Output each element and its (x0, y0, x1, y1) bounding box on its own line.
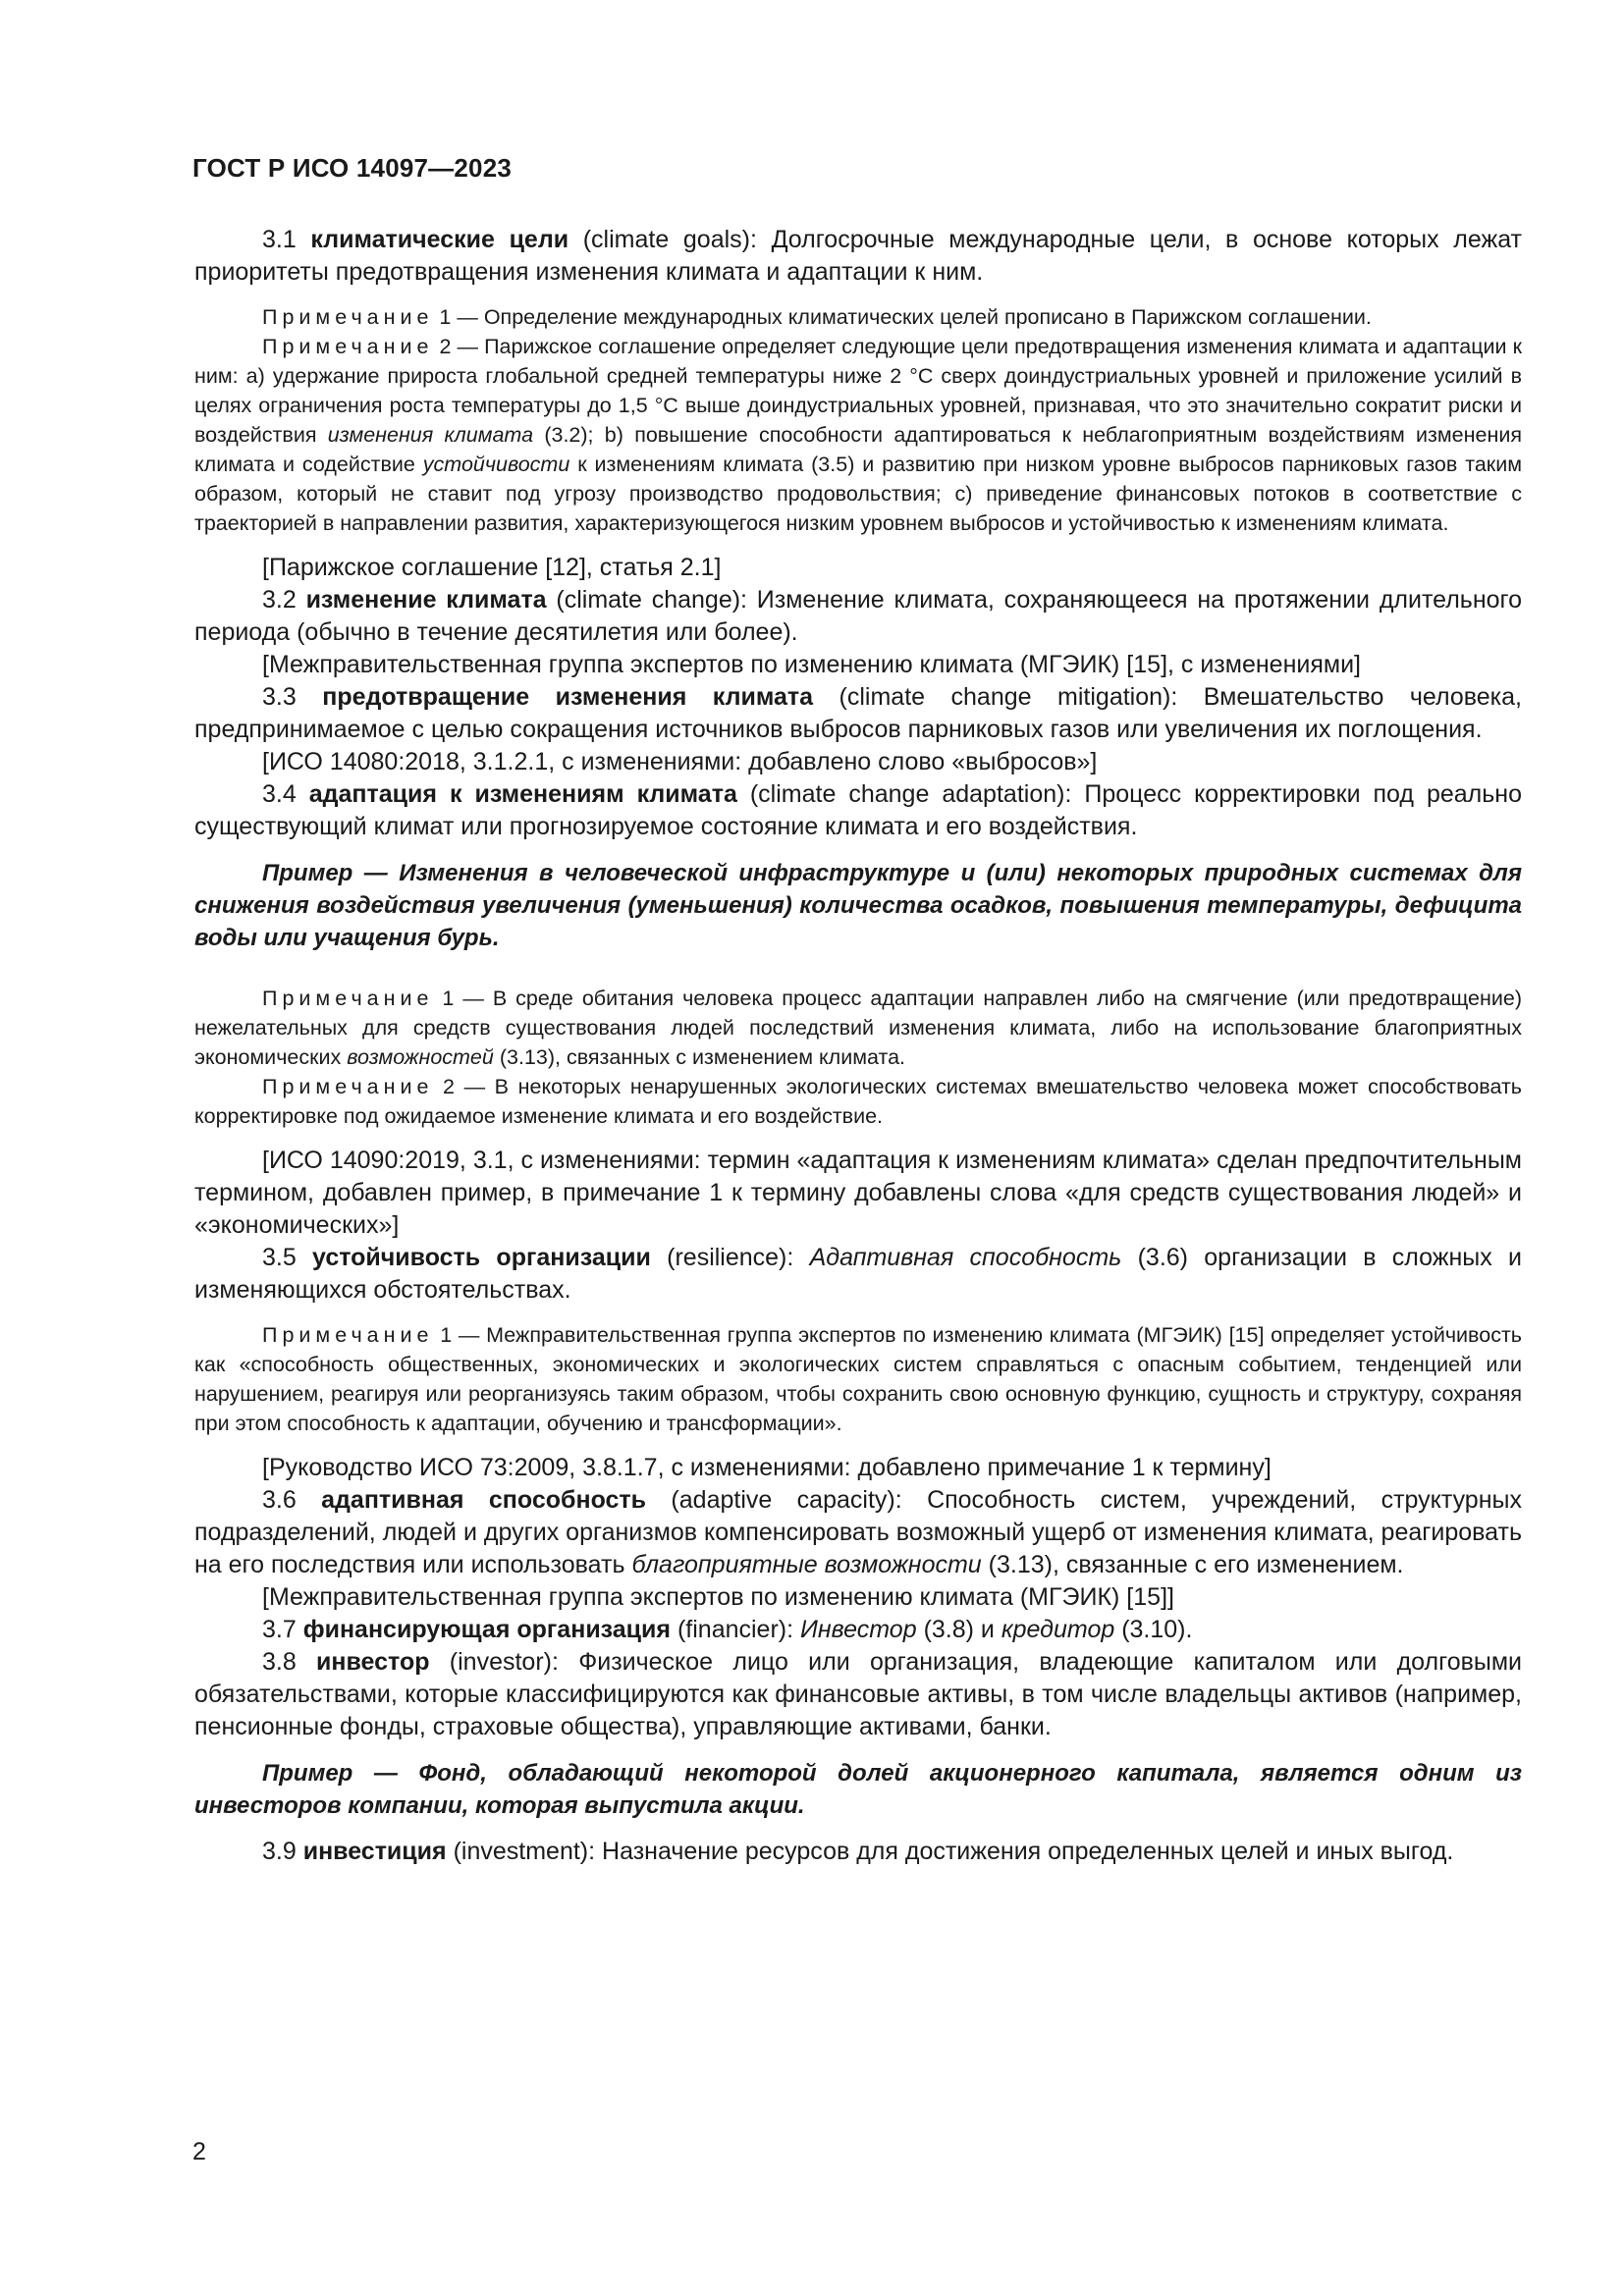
note-label: Примечание (262, 1075, 434, 1098)
term-number: 3.7 (262, 1616, 303, 1643)
note-3-5-1 (194, 1320, 1522, 1438)
page-number: 2 (192, 2138, 206, 2165)
term-english: (resilience): (650, 1244, 810, 1271)
source-3-6: [Межправительственная группа экспертов по изменению климата (МГЭИК) [15]] (262, 1583, 1174, 1611)
term-definition: Изменение климата, сохраняющееся на протяжении длительного периода (обычно в течение десятилетия или более). (194, 586, 1522, 646)
document-body (194, 224, 1522, 1868)
note-text: 1 — Межправительственная группа экспертов по изменению климата (МГЭИК) [15] определяет устойчивость как «способность общественных, экономических и экологических систем справляться с опасным событием, тенденцией или нарушением, реагируя или реорганизуясь таким образом, чтобы сохранить свою основную функцию, сущность и структуру, сохраняя при этом способность к адаптации, обучению и трансформации». (194, 1323, 1522, 1435)
example-3-8: Пример — Фонд, обладающий некоторой долей акционерного капитала, является одним из инвесторов компании, которая выпустила акции. (194, 1760, 1522, 1819)
note-label: Примечание (262, 305, 434, 329)
term-english: (financier): (671, 1616, 800, 1643)
term-3-9 (194, 1836, 1522, 1868)
term-name: адаптивная способность (321, 1486, 647, 1514)
term-definition: Долгосрочные международные цели, в основе которых лежат приоритеты предотвращения изменения климата и адаптации к ним. (194, 226, 1522, 286)
source-3-2: [Межправительственная группа экспертов по изменению климата (МГЭИК) [15], с изменениями] (262, 651, 1361, 678)
term-reference: Адаптивная способность (809, 1244, 1122, 1271)
note-label: Примечание (262, 987, 434, 1010)
term-english: (climate change): (546, 586, 757, 614)
term-name: изменение климата (305, 586, 547, 614)
note-text: 2 — В некоторых ненарушенных экологических системах вмешательство человека может способствовать корректировке под ожидаемое изменение климата и его воздействие. (194, 1075, 1522, 1128)
document-header: ГОСТ Р ИСО 14097—2023 (192, 153, 513, 183)
term-reference: Инвестор (800, 1616, 917, 1643)
term-definition: Процесс корректировки под реально существующий климат или прогнозируемое состояние климата и его воздействия. (194, 780, 1523, 840)
source-3-3: [ИСО 14080:2018, 3.1.2.1, с изменениями: добавлено слово «выбросов»] (262, 748, 1098, 775)
term-number: 3.9 (262, 1838, 303, 1865)
term-number: 3.4 (262, 780, 309, 808)
source-3-1: [Парижское соглашение [12], статья 2.1] (262, 554, 722, 581)
term-definition: Физическое лицо или организация, владеющие капиталом или долговыми обязательствами, которые классифицируются как финансовые активы, в том числе владельцы активов (например, пенсионные фонды, страховые общества), управляющие активами, банки. (194, 1648, 1522, 1740)
term-3-6 (194, 1484, 1522, 1581)
term-name: инвестор (316, 1648, 430, 1676)
term-definition: Способность систем, учреждений, структурных подразделений, людей и других организмов компенсировать возможный ущерб от изменения климата, реагировать на его последствия или использовать (194, 1486, 1522, 1578)
example-3-4: Пример — Изменения в человеческой инфраструктуре и (или) некоторых природных системах для снижения воздействия увеличения (уменьшения) количества осадков, повышения температуры, дефицита воды или учащения бурь. (194, 860, 1522, 951)
note-text: (3.13), связанных с изменением климата. (493, 1045, 906, 1069)
term-name: устойчивость организации (312, 1244, 651, 1271)
term-english: (adaptive capacity): (646, 1486, 928, 1514)
term-number: 3.1 (262, 226, 311, 253)
term-reference: благоприятные возможности (631, 1551, 982, 1578)
term-number: 3.8 (262, 1648, 317, 1676)
source-3-4: [ИСО 14090:2019, 3.1, с изменениями: термин «адаптация к изменениям климата» сделан предпочтительным термином, добавлен пример, в примечание 1 к термину добавлены слова «для средств существования людей» и «экономических»] (194, 1147, 1522, 1239)
term-3-2 (194, 584, 1522, 649)
note-text: 1 — Определение международных климатических целей прописано в Парижском соглашении. (433, 305, 1372, 329)
term-3-7 (194, 1614, 1522, 1646)
term-number: 3.6 (262, 1486, 322, 1514)
term-3-4 (194, 778, 1522, 843)
term-reference: кредитор (1001, 1616, 1115, 1643)
note-3-1-2 (194, 332, 1522, 538)
note-text: 2 — Парижское соглашение определяет следующие цели предотвращения изменения климата и адаптации к ним: a) удержание прироста глобальной средней температуры ниже 2 °С сверх доиндустриальных уровней и приложение усилий в целях ограничения роста температуры до 1,5 °С выше доиндустриальных уровней, признавая, что это значительно сократит риски и воздействия (194, 335, 1522, 447)
term-definition: Назначение ресурсов для достижения определенных целей и иных выгод. (602, 1838, 1454, 1865)
term-reference: устойчивости (422, 453, 570, 476)
term-3-3 (194, 681, 1522, 746)
term-name: климатические цели (310, 226, 569, 253)
term-3-8 (194, 1646, 1522, 1743)
term-number: 3.5 (262, 1244, 313, 1271)
term-english: (investor): (429, 1648, 579, 1676)
note-3-1-1 (194, 302, 1522, 332)
note-label: Примечание (262, 335, 434, 358)
term-definition: (3.13), связанные с его изменением. (981, 1551, 1404, 1578)
note-text: 1 — В среде обитания человека процесс адаптации направлен либо на смягчение (или предотвращение) нежелательных для средств существования людей последствий изменения климата, либо на использование благоприятных экономических (194, 987, 1522, 1069)
term-english: (investment): (446, 1838, 603, 1865)
note-label: Примечание (262, 1323, 434, 1347)
term-number: 3.2 (262, 586, 306, 614)
term-definition: (3.6) организации в сложных и изменяющихся обстоятельствах. (194, 1244, 1522, 1304)
term-definition: (3.10). (1114, 1616, 1193, 1643)
note-3-4-1 (194, 984, 1522, 1072)
term-3-5 (194, 1242, 1522, 1307)
term-english: (climate goals): (568, 226, 772, 253)
note-text: к изменениям климата (3.5) и развитию при низком уровне выбросов парниковых газов таким образом, который не ставит под угрозу производство продовольствия; c) приведение финансовых потоков в соответствие с траекторией в направлении развития, характеризующегося низким уровнем выбросов и устойчивостью к изменениям климата. (194, 453, 1522, 535)
term-number: 3.3 (262, 683, 323, 711)
term-name: финансирующая организация (302, 1616, 672, 1643)
term-3-1 (194, 224, 1522, 289)
note-3-4-2 (194, 1072, 1522, 1131)
term-name: предотвращение изменения климата (322, 683, 814, 711)
note-text: (3.2); b) повышение способности адаптироваться к неблагоприятным воздействиям изменения климата и содействие (194, 423, 1522, 476)
term-definition: (3.8) и (916, 1616, 1001, 1643)
term-english: (climate change mitigation): (813, 683, 1204, 711)
term-reference: изменения климата (327, 423, 534, 447)
term-definition: Вмешательство человека, предпринимаемое с целью сокращения источников выбросов парниковых газов или увеличения их поглощения. (194, 683, 1522, 743)
term-english: (climate change adaptation): (736, 780, 1085, 808)
term-name: инвестиция (302, 1838, 447, 1865)
term-reference: возможностей (347, 1045, 494, 1069)
term-name: адаптация к изменениям климата (308, 780, 737, 808)
source-3-5: [Руководство ИСО 73:2009, 3.8.1.7, с изменениями: добавлено примечание 1 к термину] (262, 1454, 1272, 1481)
